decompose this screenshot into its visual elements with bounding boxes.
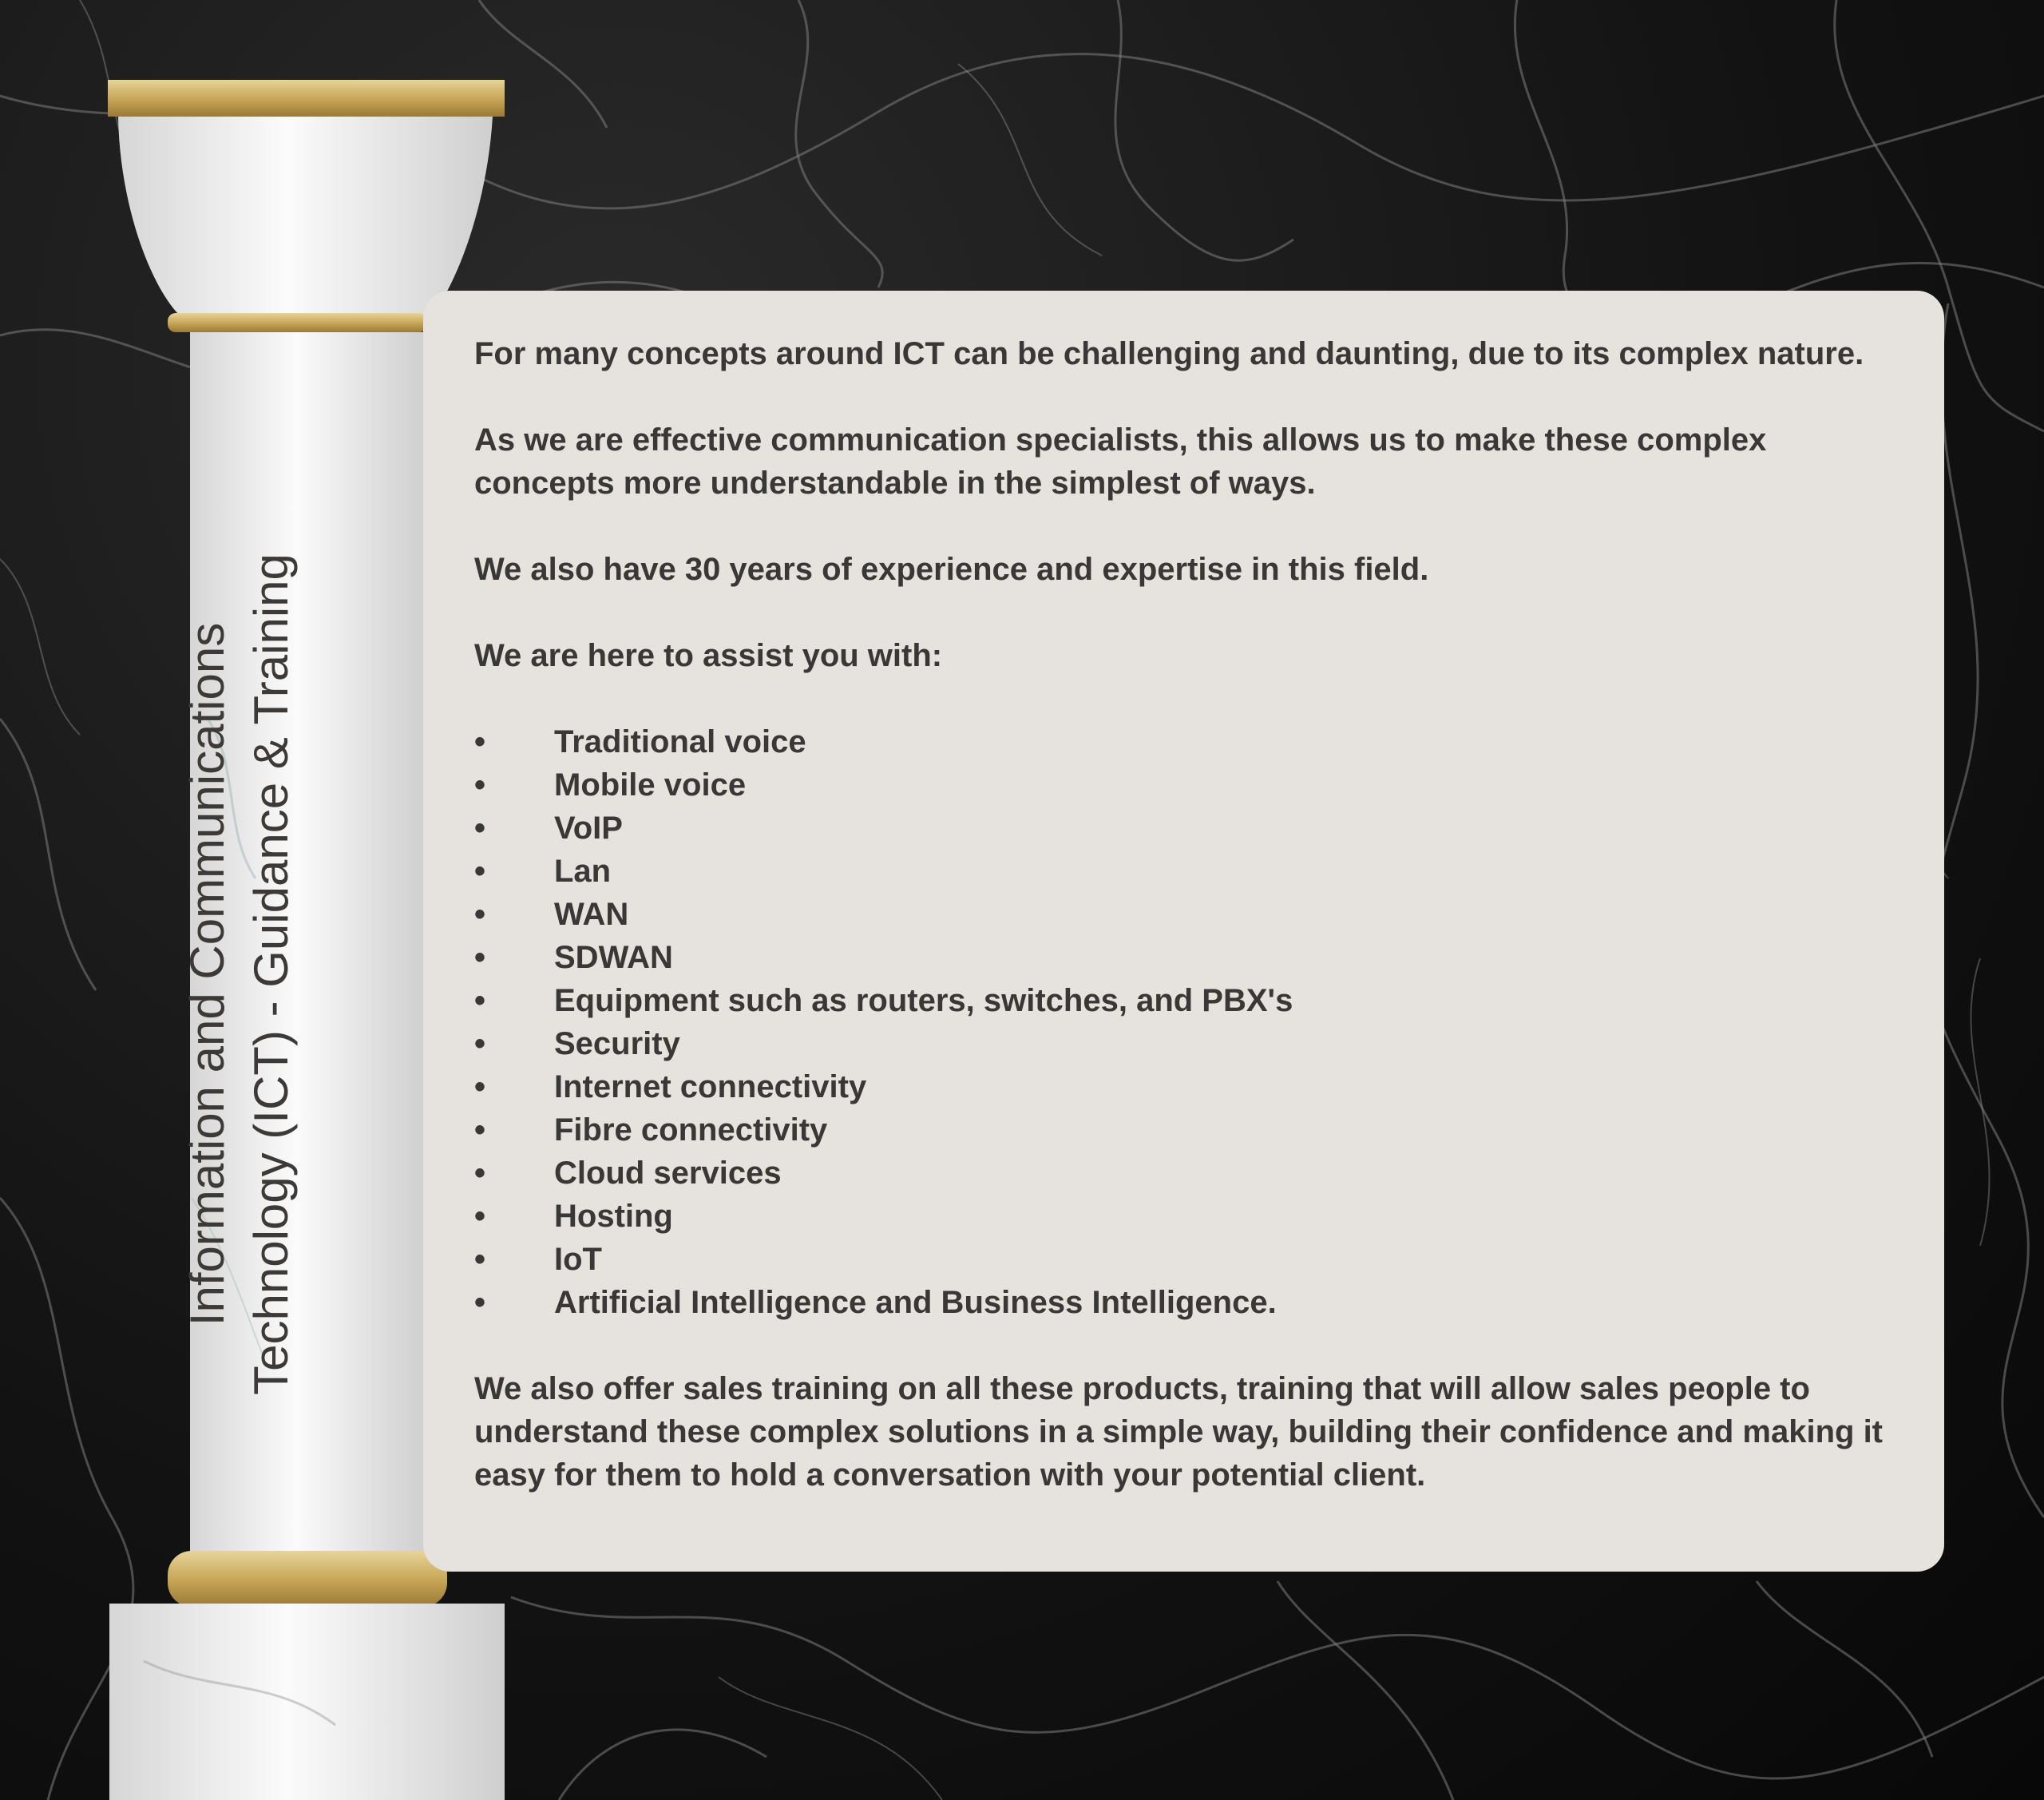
list-item bbox=[474, 720, 1912, 763]
list-item bbox=[474, 850, 1912, 893]
service-label: VoIP bbox=[554, 811, 623, 846]
service-label: WAN bbox=[554, 897, 629, 932]
bullet: • bbox=[474, 811, 486, 846]
bullet: • bbox=[474, 940, 486, 975]
pillar-title-line-2: Technology (ICT) - Guidance & Training bbox=[244, 553, 298, 1395]
service-label: Mobile voice bbox=[554, 767, 747, 803]
service-label: Equipment such as routers, switches, and PBX's bbox=[554, 983, 1293, 1018]
bullet: • bbox=[474, 1026, 486, 1061]
list-item bbox=[474, 1022, 1912, 1065]
list-item bbox=[474, 1152, 1912, 1195]
list-item bbox=[474, 1065, 1912, 1108]
service-label: IoT bbox=[554, 1242, 602, 1277]
list-item bbox=[474, 763, 1912, 807]
service-label: Fibre connectivity bbox=[554, 1112, 828, 1148]
list-item bbox=[474, 936, 1912, 979]
content-panel bbox=[423, 291, 1944, 1572]
list-item bbox=[474, 979, 1912, 1022]
bullet: • bbox=[474, 724, 486, 759]
sales-training-paragraph: We also offer sales training on all these products, training that will allow sales people to understand these complex solutions in a simple way, building their confidence and making it easy for them to hold a conversation with your potential client. bbox=[474, 1371, 1884, 1493]
list-item bbox=[474, 1281, 1912, 1324]
bullet: • bbox=[474, 897, 486, 932]
service-label: Internet connectivity bbox=[554, 1069, 867, 1104]
bullet: • bbox=[474, 1112, 486, 1148]
list-item bbox=[474, 893, 1912, 936]
list-item bbox=[474, 1195, 1912, 1238]
bullet: • bbox=[474, 767, 486, 803]
bullet: • bbox=[474, 1199, 486, 1234]
bullet: • bbox=[474, 854, 486, 889]
list-item bbox=[474, 1108, 1912, 1152]
list-item bbox=[474, 807, 1912, 850]
service-label: Security bbox=[554, 1026, 680, 1061]
bullet: • bbox=[474, 1242, 486, 1277]
service-label: SDWAN bbox=[554, 940, 673, 975]
bullet: • bbox=[474, 1069, 486, 1104]
specialists-paragraph: As we are effective communication specialists, this allows us to make these complex concepts more understandable in the simplest of ways. bbox=[474, 422, 1767, 501]
service-label: Cloud services bbox=[554, 1156, 782, 1191]
bullet: • bbox=[474, 1285, 486, 1320]
service-label: Lan bbox=[554, 854, 612, 889]
bullet: • bbox=[474, 1156, 486, 1191]
services-list bbox=[474, 720, 1912, 1324]
experience-paragraph: We also have 30 years of experience and expertise in this field. bbox=[474, 552, 1429, 587]
intro-paragraph: For many concepts around ICT can be challenging and daunting, due to its complex nature. bbox=[474, 336, 1864, 371]
list-item bbox=[474, 1238, 1912, 1281]
pillar-title-line-1: Information and Communications bbox=[180, 622, 234, 1326]
bullet: • bbox=[474, 983, 486, 1018]
assist-heading: We are here to assist you with: bbox=[474, 638, 943, 673]
service-label: Hosting bbox=[554, 1199, 673, 1234]
service-label: Traditional voice bbox=[554, 724, 806, 759]
pillar-title bbox=[176, 415, 303, 1533]
service-label: Artificial Intelligence and Business Intelligence. bbox=[554, 1285, 1277, 1320]
